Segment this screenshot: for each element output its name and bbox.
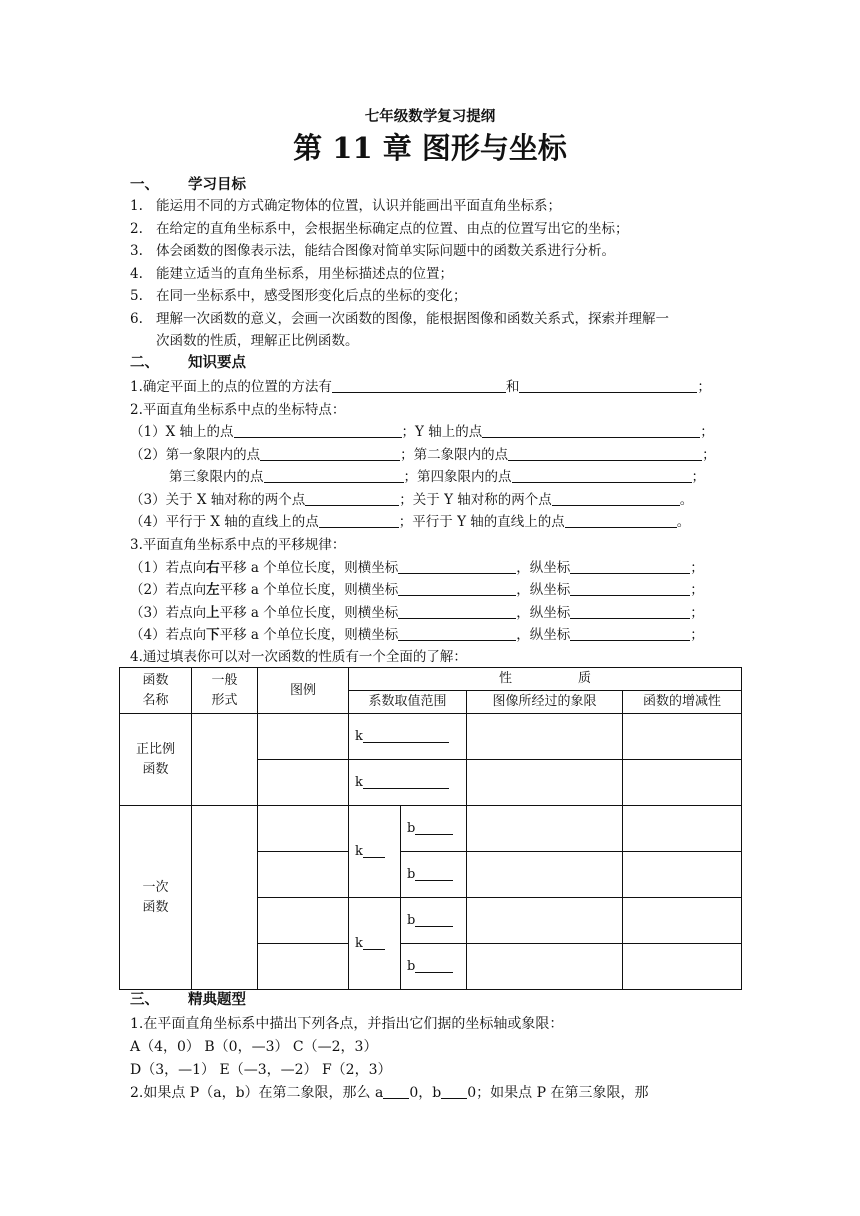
goal-item-continuation: 次函数的性质，理解正比例函数。 <box>156 333 359 349</box>
cell-blank <box>192 806 258 990</box>
goal-item: 5. 在同一坐标系中，感受图形变化后点的坐标的变化； <box>130 288 467 304</box>
goal-item: 2. 在给定的直角坐标系中，会根据坐标确定点的位置、由点的位置写出它的坐标； <box>130 221 629 237</box>
cell-b-range: b <box>401 944 467 990</box>
linear-function-table <box>119 667 742 990</box>
cell-blank <box>623 898 742 944</box>
cell-blank <box>623 852 742 898</box>
header-coefficient-range: 系数取值范围 <box>349 691 467 714</box>
shift-rule-down: （4）若点向下平移 a 个单位长度，则横坐标 ，纵坐标 ； <box>130 627 704 643</box>
cell-blank <box>467 806 623 852</box>
problem-points-row2: D（3，—1） E（—3，—2） F（2，3） <box>130 1062 392 1078</box>
goal-item: 1. 能运用不同的方式确定物体的位置，认识并能画出平面直角坐标系； <box>130 198 561 214</box>
row-linear-function: 一次 函数 <box>120 806 192 990</box>
knowledge-q3: 3.平面直角坐标系中点的平移规律： <box>130 537 346 553</box>
knowledge-q1: 1.确定平面上的点的位置的方法有 和 ； <box>130 379 711 395</box>
cell-blank <box>467 760 623 806</box>
cell-blank <box>258 760 349 806</box>
problem-q2: 2.如果点 P（a，b）在第二象限，那么 a 0，b 0；如果点 P 在第三象限，那 <box>130 1085 649 1101</box>
header-monotonicity: 函数的增减性 <box>623 691 742 714</box>
cell-blank <box>258 898 349 944</box>
cell-b-range: b <box>401 852 467 898</box>
goal-item: 4. 能建立适当的直角坐标系，用坐标描述点的位置； <box>130 266 453 282</box>
cell-blank <box>258 852 349 898</box>
section-heading-knowledge: 二、 知识要点 <box>130 354 246 371</box>
cell-blank <box>467 898 623 944</box>
goal-item: 6. 理解一次函数的意义，会画一次函数的图像，能根据图像和函数关系式，探索并理解一 <box>130 311 669 327</box>
section-number: 一、 <box>130 176 159 193</box>
cell-blank <box>467 852 623 898</box>
document-subtitle: 七年级数学复习提纲 <box>364 108 496 125</box>
cell-blank <box>467 944 623 990</box>
cell-blank <box>258 806 349 852</box>
goal-item: 3. 体会函数的图像表示法，能结合图像对简单实际问题中的函数关系进行分析。 <box>130 243 615 259</box>
knowledge-q4: 4.通过填表你可以对一次函数的性质有一个全面的了解： <box>130 649 467 665</box>
header-quadrants: 图像所经过的象限 <box>467 691 623 714</box>
row-proportional-function: 正比例 函数 <box>120 714 192 806</box>
cell-b-range: b <box>401 898 467 944</box>
knowledge-q2-line1: （1）X 轴上的点 ；Y 轴上的点 ； <box>130 424 714 440</box>
header-function-name: 函数 名称 <box>120 668 192 714</box>
header-general-form: 一般 形式 <box>192 668 258 714</box>
shift-rule-left: （2）若点向左平移 a 个单位长度，则横坐标 ，纵坐标 ； <box>130 582 704 598</box>
cell-blank <box>623 760 742 806</box>
header-graph: 图例 <box>258 668 349 714</box>
cell-blank <box>192 714 258 806</box>
cell-k-range: k <box>349 760 467 806</box>
cell-k-range: k <box>349 714 467 760</box>
knowledge-q2: 2.平面直角坐标系中点的坐标特点： <box>130 402 346 418</box>
cell-k-range: k <box>349 806 401 898</box>
cell-blank <box>258 714 349 760</box>
knowledge-q2-line2: （2）第一象限内的点 ；第二象限内的点 ； <box>130 447 716 463</box>
cell-blank <box>623 944 742 990</box>
cell-blank <box>623 714 742 760</box>
section-heading-goals <box>130 175 246 195</box>
shift-rule-right: （1）若点向右平移 a 个单位长度，则横坐标 ，纵坐标 ； <box>130 560 704 576</box>
chapter-title: 第 11 章 图形与坐标 <box>293 131 567 165</box>
problem-q1: 1.在平面直角坐标系中描出下列各点，并指出它们据的坐标轴或象限： <box>130 1016 564 1032</box>
problem-points-row1: A（4，0） B（0，—3） C（—2，3） <box>130 1039 378 1055</box>
section-heading-problems: 三、 精典题型 <box>130 991 246 1008</box>
knowledge-q2-line4: （3）关于 X 轴对称的两个点 ；关于 Y 轴对称的两个点 。 <box>130 492 694 508</box>
cell-blank <box>623 806 742 852</box>
shift-rule-up: （3）若点向上平移 a 个单位长度，则横坐标 ，纵坐标 ； <box>130 605 704 621</box>
cell-b-range: b <box>401 806 467 852</box>
cell-blank <box>467 714 623 760</box>
header-properties: 性 质 <box>349 668 742 691</box>
section-title: 学习目标 <box>188 176 246 193</box>
knowledge-q2-line5: （4）平行于 X 轴的直线上的点 ；平行于 Y 轴的直线上的点 。 <box>130 514 691 530</box>
knowledge-q2-line3: 第三象限内的点 ；第四象限内的点 ； <box>169 469 705 485</box>
cell-k-range: k <box>349 898 401 990</box>
cell-blank <box>258 944 349 990</box>
